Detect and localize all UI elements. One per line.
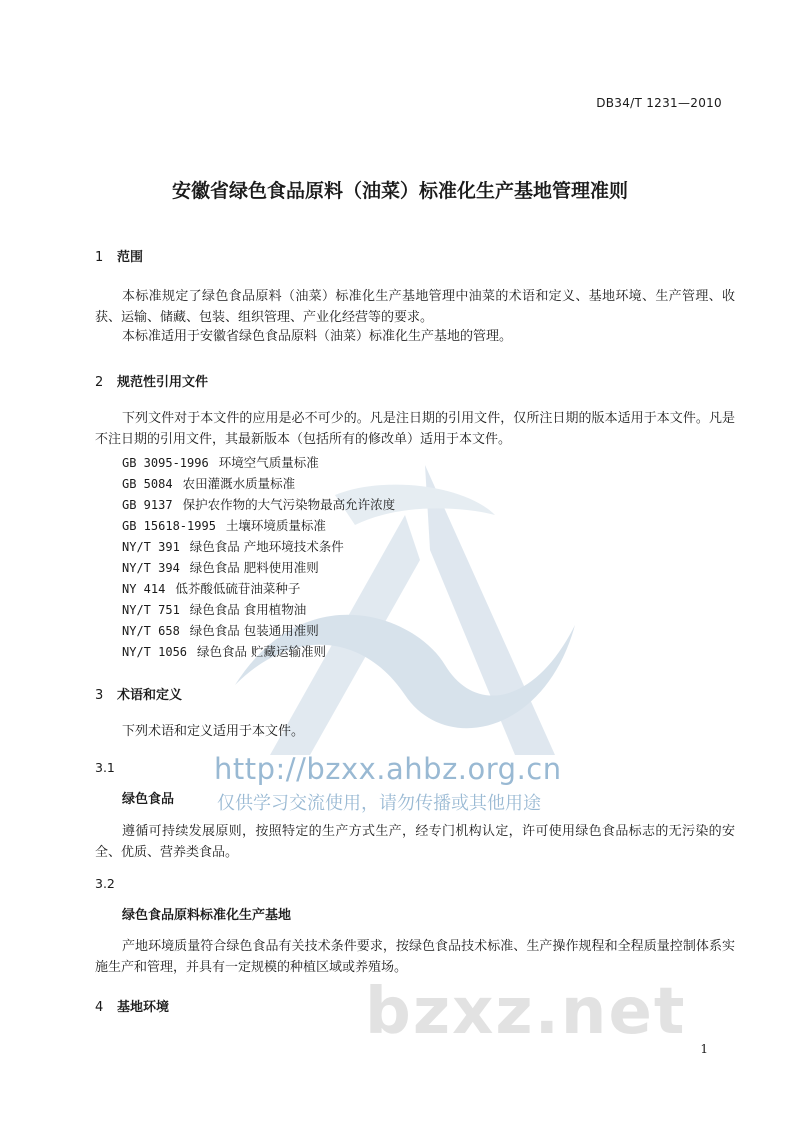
- reference-item: [122, 453, 319, 471]
- section-1-heading: [95, 246, 143, 265]
- reference-item: [122, 474, 295, 492]
- reference-title: 绿色食品 食用植物油: [189, 602, 307, 617]
- section-1-para-2: 本标准适用于安徽省绿色食品原料（油菜）标准化生产基地的管理。: [122, 329, 513, 344]
- reference-code: NY/T 391: [122, 540, 180, 554]
- reference-code: NY/T 658: [122, 624, 180, 638]
- reference-item: [122, 495, 395, 513]
- reference-item: [122, 642, 326, 660]
- document-code: DB34/T 1231—2010: [596, 96, 722, 110]
- reference-item: [122, 579, 300, 597]
- section-title: 基地环境: [117, 1000, 170, 1015]
- reference-title: 绿色食品 包装通用准则: [189, 623, 319, 638]
- section-title: 范围: [117, 250, 144, 265]
- term-title: 绿色食品原料标准化生产基地: [122, 908, 292, 923]
- section-number: 3: [95, 688, 104, 703]
- section-3-heading: [95, 684, 182, 703]
- term-number: 3.2: [95, 876, 115, 891]
- term-definition: 遵循可持续发展原则，按照特定的生产方式生产，经专门机构认定，许可使用绿色食品标志的无污染的安全、优质、营养类食品。: [95, 824, 735, 860]
- reference-item: [122, 537, 344, 555]
- page-number: 1: [700, 1042, 708, 1056]
- reference-title: 低芥酸低硫苷油菜种子: [175, 581, 301, 596]
- reference-code: NY/T 751: [122, 603, 180, 617]
- reference-code: GB 5084: [122, 477, 173, 491]
- reference-item: [122, 516, 326, 534]
- section-title: 规范性引用文件: [117, 375, 209, 390]
- reference-item: [122, 600, 306, 618]
- reference-code: NY/T 394: [122, 561, 180, 575]
- page-title: 安徽省绿色食品原料（油菜）标准化生产基地管理准则: [171, 180, 628, 202]
- reference-title: 环境空气质量标准: [218, 455, 319, 470]
- section-4-heading: [95, 996, 169, 1015]
- reference-code: GB 15618-1995: [122, 519, 216, 533]
- section-title: 术语和定义: [117, 688, 183, 703]
- reference-item: [122, 621, 319, 639]
- reference-title: 土壤环境质量标准: [225, 518, 326, 533]
- reference-code: NY 414: [122, 582, 166, 596]
- watermark-brand: bzxz.net: [365, 975, 687, 1049]
- reference-title: 绿色食品 产地环境技术条件: [189, 539, 344, 554]
- section-2-intro: 下列文件对于本文件的应用是必不可少的。凡是注日期的引用文件，仅所注日期的版本适用于本文件。凡是不注日期的引用文件，其最新版本（包括所有的修改单）适用于本文件。: [95, 411, 735, 447]
- reference-title: 绿色食品 肥料使用准则: [189, 560, 319, 575]
- reference-code: GB 3095-1996: [122, 456, 209, 470]
- reference-code: GB 9137: [122, 498, 173, 512]
- term-title: 绿色食品: [122, 792, 175, 807]
- watermark-url: http://bzxx.ahbz.org.cn: [214, 752, 562, 786]
- reference-title: 绿色食品 贮藏运输准则: [197, 644, 327, 659]
- section-number: 2: [95, 375, 104, 390]
- section-2-heading: [95, 371, 208, 390]
- reference-title: 保护农作物的大气污染物最高允许浓度: [182, 497, 396, 512]
- section-1-para-1: 本标准规定了绿色食品原料（油菜）标准化生产基地管理中油菜的术语和定义、基地环境、生产管理、收获、运输、储藏、包装、组织管理、产业化经营等的要求。: [95, 289, 735, 325]
- watermark-notice: 仅供学习交流使用，请勿传播或其他用途: [217, 793, 541, 814]
- section-number: 4: [95, 1000, 104, 1015]
- section-3-intro: 下列术语和定义适用于本文件。: [122, 724, 305, 739]
- term-number: 3.1: [95, 760, 115, 775]
- section-number: 1: [95, 250, 104, 265]
- reference-item: [122, 558, 319, 576]
- term-definition: 产地环境质量符合绿色食品有关技术条件要求，按绿色食品技术标准、生产操作规程和全程质量控制体系实施生产和管理，并具有一定规模的种植区域或养殖场。: [95, 939, 735, 975]
- reference-title: 农田灌溉水质量标准: [182, 476, 296, 491]
- reference-code: NY/T 1056: [122, 645, 188, 659]
